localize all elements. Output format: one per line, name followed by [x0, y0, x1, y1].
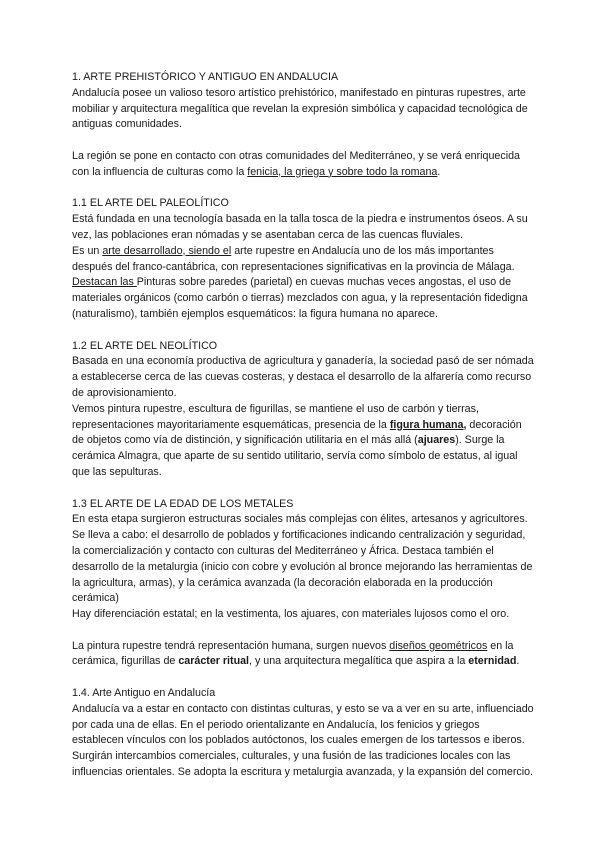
underlined-cultures: fenicia, la griega y sobre todo la romana	[247, 165, 438, 178]
text-run: .	[516, 655, 520, 668]
bold-term: ajuares	[417, 434, 456, 447]
section-1-3-paragraph-2: Hay diferenciación estatal; en la vestimenta, los ajuares, con materiales lujosos como el oro.	[72, 608, 510, 621]
text-run: , y una arquitectura megalítica que aspira a la	[249, 655, 469, 668]
text-run: .	[437, 165, 441, 178]
section-1-2-paragraph-2	[72, 402, 534, 481]
section-1-4-paragraph-1: Andalucía va a estar en contacto con distintas culturas, y esto se va a ver en su arte, influenciado por cada una de ellas. En el periodo orientalizante en Andalucía, los fenicios y griegos establecen vínculos con los poblados autóctonos, los cuales emergen de los tartessos e iberos. Surgirán intercambios comerciales, culturales, y una fusión de las tradiciones locales con las influencias orientales. Se adopta la escritura y metalurgia avanzada, y la expansión del comercio.	[72, 702, 534, 779]
underlined-phrase: diseños geométricos	[389, 639, 488, 652]
section-1-1-paragraph-1: Está fundada en una tecnología basada en la talla tosca de la piedra e instrumentos óseos. A su vez, las poblaciones eran nómadas y se asentaban cerca de las cuencas fluviales.	[72, 213, 528, 241]
bold-term: carácter ritual	[178, 655, 250, 668]
section-1-paragraph-2	[72, 149, 534, 181]
underlined-phrase: arte desarrollado, siendo el	[102, 244, 232, 257]
section-1-paragraph-1: Andalucía posee un valioso tesoro artístico prehistórico, manifestado en pinturas rupestres, arte mobiliar y arquitectura megalítica que revelan la expresión simbólica y capacidad tecnológica de antiguas comunidades.	[72, 86, 528, 131]
document-page	[72, 70, 534, 781]
bold-term: eternidad	[468, 655, 517, 668]
text-run: La región se pone en contacto con otras comunidades del Mediterráneo, y se verá enriquecida con la influencia de culturas como la	[72, 149, 520, 178]
section-1-4-heading: 1.4. Arte Antiguo en Andalucía	[72, 687, 216, 700]
text-run: La pintura rupestre tendrá representación humana, surgen nuevos	[72, 639, 390, 652]
text-run: ). Surge la cerámica Almagra, que aparte de su sentido utilitario, servía como símbolo de estatus, al igual que las sepulturas.	[72, 434, 518, 478]
section-1-heading: 1. ARTE PREHISTÓRICO Y ANTIGUO EN ANDALUCIA	[72, 71, 339, 83]
section-1-3-paragraph-1: En esta etapa surgieron estructuras sociales más complejas con élites, artesanos y agricultores. Se lleva a cabo: el desarrollo de poblados y fortificaciones indicando centralización y seguridad, la comercialización y contacto con culturas del Mediterráneo y África. Destaca también el desarrollo de la metalurgia (inicio con cobre y evolución al bronce mejorando las herramientas de la agricultura, armas), y la cerámica avanzada (la decoración elaborada en la producción cerámica)	[72, 513, 533, 605]
section-1-3-paragraph-3	[72, 639, 534, 671]
section-1-1-paragraph-2	[72, 244, 534, 323]
text-run: Vemos pintura rupestre, escultura de figurillas, se mantiene el uso de carbón y tierras, representaciones mayoritariamente esquemáticas, presencia de la	[72, 402, 479, 431]
bold-underlined-phrase: figura humana,	[389, 418, 467, 431]
section-1-1-heading: 1.1 EL ARTE DEL PALEOLÍTICO	[72, 197, 229, 210]
section-1-3-heading: 1.3 EL ARTE DE LA EDAD DE LOS METALES	[72, 497, 294, 510]
section-1-2-heading: 1.2 EL ARTE DEL NEOLÍTICO	[72, 339, 218, 352]
text-run: arte rupestre en Andalucía uno de los más importantes después del franco-cantábrica, con representaciones significativas en la provincia de Málaga.	[72, 244, 515, 273]
section-1-2-paragraph-1: Basada en una economía productiva de agricultura y ganadería, la sociedad pasó de ser nómada a establecerse cerca de las cuevas costeras, y destaca el desarrollo de la alfarería como recurso de aprovisionamiento.	[72, 355, 534, 399]
text-run: Es un	[72, 244, 103, 257]
text-run: Pinturas sobre paredes (parietal) en cuevas muchas veces angostas, el uso de materiales orgánicos (como carbón o tierras) mezclados con agua, y la representación fidedigna (naturalismo), también ejemplos esquemáticos: la figura humana no aparece.	[72, 276, 528, 320]
underlined-phrase: Destacan las	[72, 276, 137, 289]
text-run: decoración de objetos como vía de distinción, y significación utilitaria en el más allá (	[72, 418, 522, 447]
text-run: en la cerámica, figurillas de	[72, 639, 514, 668]
